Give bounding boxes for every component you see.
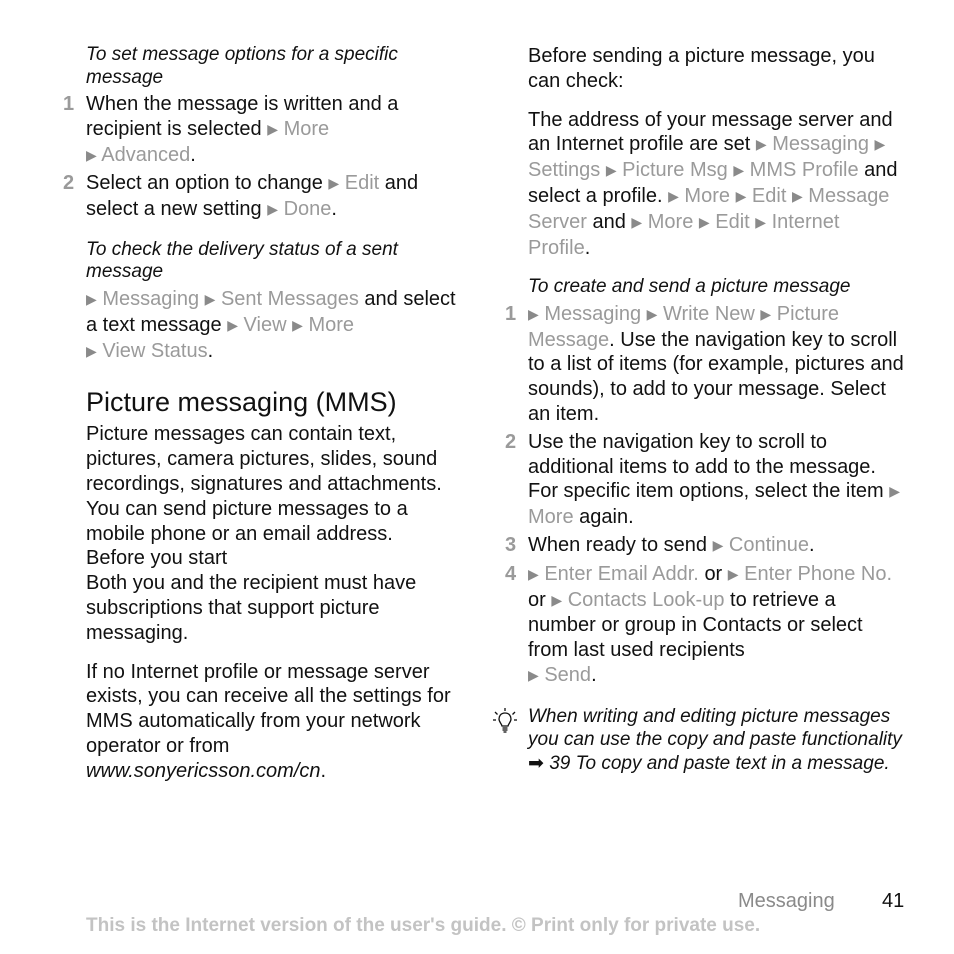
menu-ref-sent-messages: Sent Messages xyxy=(220,287,359,310)
before-you-start-text: Both you and the recipient must have subscriptions that support picture messaging. xyxy=(86,572,417,644)
arrow-right-icon: ▶ xyxy=(528,667,539,684)
step-2: 2 Select an option to change ▶ Edit and select a new setting ▶ Done. xyxy=(63,172,419,221)
page-number: 41 xyxy=(882,890,905,912)
menu-ref-more: More xyxy=(647,210,694,233)
section-title-delivery-status: To check the delivery status of a sent message xyxy=(86,238,398,283)
arrow-right-icon: ▶ xyxy=(528,305,539,322)
step-number: 2 xyxy=(63,172,75,195)
menu-ref-view: View xyxy=(243,313,287,336)
menu-ref-messaging: Messaging xyxy=(772,133,869,156)
section-title-create-picture-message: To create and send a picture message xyxy=(528,276,851,298)
menu-ref-edit: Edit xyxy=(344,172,380,195)
step-number: 1 xyxy=(505,302,517,325)
delivery-status-instructions: ▶ Messaging ▶ Sent Messages and select a text message ▶ View ▶ More ▶ View Status. xyxy=(86,287,456,362)
arrow-right-icon: ▶ xyxy=(755,213,767,230)
step-number: 1 xyxy=(63,93,75,115)
step-1: 1 ▶ Messaging ▶ Write New ▶ Picture Message. Use the navigation key to scroll to a list of items (for example, pictures and sounds), to add to your message. Select an item. xyxy=(505,302,904,426)
internet-version-notice: This is the Internet version of the user's guide. © Print only for private use. xyxy=(86,915,761,936)
menu-ref-send: Send xyxy=(544,664,592,687)
menu-ref-more: More xyxy=(684,184,730,207)
section-title-message-options: To set message options for a specific message xyxy=(86,44,398,88)
tip-note: When writing and editing picture messages you can use the copy and paste functionality ➡ 39 To copy and paste text in a message. xyxy=(528,705,904,776)
menu-ref-message-server: Message Server xyxy=(528,184,890,233)
menu-ref-more: More xyxy=(283,117,330,140)
step-number: 4 xyxy=(505,562,517,585)
website-link[interactable]: www.sonyericsson.com/cn xyxy=(86,759,321,782)
footer-section-name: Messaging xyxy=(738,890,835,912)
arrow-right-icon: ▶ xyxy=(551,591,563,608)
arrow-right-icon: ▶ xyxy=(267,201,278,218)
right-column xyxy=(505,44,904,775)
menu-ref-write-new: Write New xyxy=(662,302,755,325)
before-you-start-heading: Before you start xyxy=(86,547,228,570)
check-paragraph: The address of your message server and an Internet profile are set ▶ Messaging ▶ Settings ▶ Picture Msg ▶ MMS Profile and select a profile. ▶ More ▶ Edit ▶ Message Server and ▶ More ▶ Edit ▶ Internet Profile. xyxy=(528,108,898,259)
menu-ref-view-status: View Status xyxy=(102,339,208,362)
arrow-right-icon: ▶ xyxy=(328,175,340,192)
arrow-right-icon: ▶ xyxy=(204,290,216,307)
menu-ref-edit: Edit xyxy=(715,210,750,233)
menu-ref-settings: Settings xyxy=(528,159,601,182)
arrow-right-icon: ▶ xyxy=(735,187,747,204)
profile-paragraph: If no Internet profile or message server exists, you can receive all the settings for MMS automatically from your network operator or from www.sonyericsson.com/cn. xyxy=(86,660,451,782)
arrow-right-icon: ▶ xyxy=(605,162,617,179)
menu-ref-advanced: Advanced xyxy=(101,143,191,166)
menu-ref-edit: Edit xyxy=(751,184,787,207)
arrow-right-icon: ▶ xyxy=(755,136,767,153)
menu-ref-internet-profile: Internet Profile xyxy=(528,210,840,259)
menu-ref-messaging: Messaging xyxy=(102,287,200,310)
menu-ref-more: More xyxy=(308,313,355,336)
left-column xyxy=(63,44,466,784)
step-number: 2 xyxy=(505,430,517,453)
arrow-right-icon: ▶ xyxy=(267,120,278,137)
menu-ref-mms-profile: MMS Profile xyxy=(749,159,859,182)
arrow-right-icon: ▶ xyxy=(889,483,901,500)
step-1: 1 When the message is written and a recipient is selected ▶ More ▶ Advanced. xyxy=(63,93,399,166)
arrow-right-icon: ▶ xyxy=(760,305,772,322)
menu-ref-continue: Continue xyxy=(728,534,809,557)
arrow-right-icon: ▶ xyxy=(631,213,643,230)
arrow-right-icon: ▶ xyxy=(86,342,97,359)
arrow-right-icon: ▶ xyxy=(668,187,679,204)
menu-ref-enter-phone: Enter Phone No. xyxy=(744,562,893,585)
arrow-right-icon: ▶ xyxy=(227,316,238,333)
arrow-right-icon: ▶ xyxy=(646,305,658,322)
arrow-right-icon: ▶ xyxy=(698,213,710,230)
menu-ref-picture-msg: Picture Msg xyxy=(622,159,728,182)
step-number: 3 xyxy=(505,534,517,557)
step-2: 2 Use the navigation key to scroll to additional items to add to the message. For specific item options, select the item ▶ More again. xyxy=(505,430,901,529)
arrow-right-icon: ▶ xyxy=(86,290,97,307)
arrow-right-icon: ▶ xyxy=(528,565,539,582)
arrow-right-icon: ▶ xyxy=(292,316,303,333)
menu-ref-more: More xyxy=(528,506,574,529)
check-intro: Before sending a picture message, you can check: xyxy=(528,45,875,92)
arrow-right-icon: ▶ xyxy=(727,565,739,582)
menu-ref-done: Done xyxy=(283,198,332,221)
arrow-right-icon: ▶ xyxy=(712,537,724,554)
menu-ref-picture-message: Picture Message xyxy=(528,302,839,351)
page-reference-arrow-icon: ➡ xyxy=(528,752,544,774)
lightbulb-icon xyxy=(492,707,518,735)
page-reference[interactable]: 39 To copy and paste text in a message xyxy=(549,752,885,774)
menu-ref-contacts-lookup: Contacts Look-up xyxy=(567,588,725,611)
step-3: 3 When ready to send ▶ Continue. xyxy=(505,534,815,557)
arrow-right-icon: ▶ xyxy=(86,146,97,163)
arrow-right-icon: ▶ xyxy=(733,162,745,179)
arrow-right-icon: ▶ xyxy=(791,187,803,204)
menu-ref-enter-email: Enter Email Addr. xyxy=(544,562,699,585)
arrow-right-icon: ▶ xyxy=(874,136,886,153)
page-heading: Picture messaging (MMS) xyxy=(86,387,397,418)
intro-paragraph: Picture messages can contain text, pictures, camera pictures, slides, sound recordings, signatures and attachments. You can send picture messages to a mobile phone or an email address. xyxy=(86,423,442,545)
step-4: 4 ▶ Enter Email Addr. or ▶ Enter Phone No. or ▶ Contacts Look-up to retrieve a number or group in Contacts or select from last used recipients ▶ Send. xyxy=(505,562,893,687)
menu-ref-messaging: Messaging xyxy=(544,302,642,325)
